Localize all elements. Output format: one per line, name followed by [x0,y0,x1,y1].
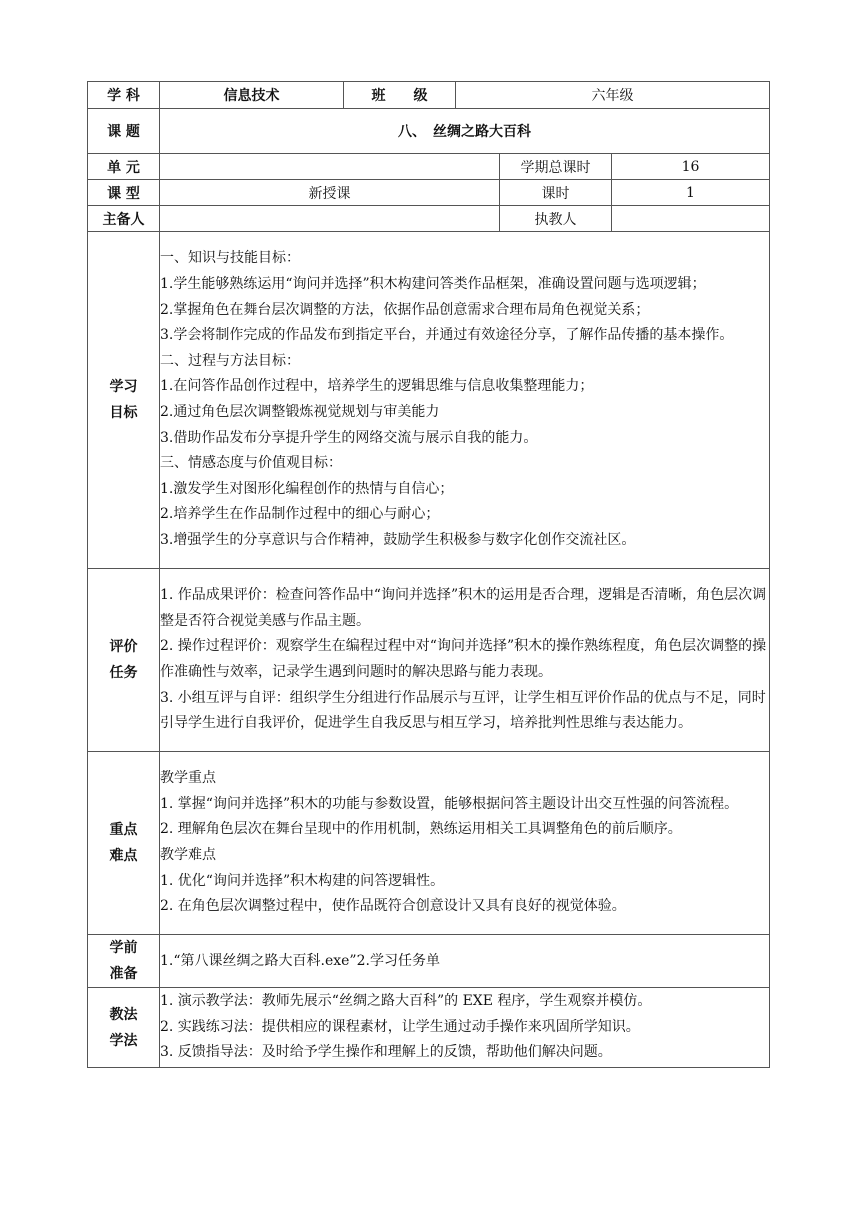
preparation-label-line1: 学前 [109,940,138,956]
evaluation-label [88,569,160,752]
objectives-content [160,232,770,569]
row-preparation [88,935,770,988]
total-hours-value: 16 [612,154,770,180]
subject-label: 学 科 [88,82,160,109]
key-points-line: 2. 在角色层次调整过程中，使作品既符合创意设计又具有良好的视觉体验。 [160,898,626,915]
unit-label: 单 元 [88,154,160,180]
objectives-line: 3.借助作品发布分享提升学生的网络交流与展示自我的能力。 [160,429,538,446]
objectives-line: 2.通过角色层次调整锻炼视觉规划与审美能力 [160,404,440,420]
preparation-label [88,935,160,988]
objectives-label [88,232,160,569]
evaluation-label-line1: 评价 [109,639,138,655]
lesson-plan-table [87,81,770,1068]
preparer-label: 主备人 [88,206,160,232]
key-points-label-line1: 重点 [109,822,138,838]
key-points-line: 1. 掌握“询问并选择”积木的功能与参数设置，能够根据问答主题设计出交互性强的问答流程。 [160,795,739,812]
methods-content [160,988,770,1068]
topic-label: 课 题 [88,109,160,154]
row-subject [88,82,770,109]
preparation-content [160,935,770,988]
methods-line: 3. 反馈指导法：及时给予学生操作和理解上的反馈，帮助他们解决问题。 [160,1044,612,1061]
teacher-value [612,206,770,232]
key-points-line: 教学难点 [160,847,216,863]
hours-label: 课时 [500,180,612,206]
key-points-label [88,752,160,935]
hours-value: 1 [612,180,770,206]
key-points-label-line2: 难点 [109,848,138,864]
methods-label-line2: 学法 [109,1032,138,1049]
objectives-label-line1: 学习 [109,379,138,395]
key-points-line: 1. 优化“询问并选择”积木构建的问答逻辑性。 [160,872,445,889]
objectives-line: 1.激发学生对图形化编程创作的热情与自信心； [160,480,454,497]
unit-value [160,154,500,180]
subject-value: 信息技术 [160,82,344,109]
row-key-points [88,752,770,935]
row-evaluation [88,569,770,752]
class-value: 六年级 [456,82,770,109]
key-points-line: 教学重点 [160,770,216,787]
objectives-label-line2: 目标 [109,405,138,421]
type-value: 新授课 [160,180,500,206]
objectives-line: 1.学生能够熟练运用“询问并选择”积木构建问答类作品框架，准确设置问题与选项逻辑； [160,276,706,293]
methods-line: 1. 演示教学法：教师先展示“丝绸之路大百科”的 EXE 程序，学生观察并模仿。 [160,993,652,1010]
objectives-line: 二、过程与方法目标： [160,352,300,369]
row-preparer [88,206,770,232]
teacher-label: 执教人 [500,206,612,232]
methods-label-line1: 教法 [109,1006,138,1023]
preparation-label-line2: 准备 [109,966,138,982]
evaluation-line: 2. 操作过程评价：观察学生在编程过程中对“询问并选择”积木的操作熟练程度，角色层次调整的操作准确性与效率，记录学生遇到问题时的解决思路与能力表现。 [160,638,767,680]
row-objectives [88,232,770,569]
type-label: 课 型 [88,180,160,206]
preparer-value [160,206,500,232]
objectives-line: 2.掌握角色在舞台层次调整的方法，依据作品创意需求合理布局角色视觉关系； [160,301,650,318]
total-hours-label: 学期总课时 [500,154,612,180]
key-points-line: 2. 理解角色层次在舞台呈现中的作用机制，熟练运用相关工具调整角色的前后顺序。 [160,821,682,838]
preparation-text: 1.“第八课丝绸之路大百科.exe”2.学习任务单 [160,953,440,970]
topic-value: 八、 丝绸之路大百科 [160,109,770,154]
objectives-line: 2.培养学生在作品制作过程中的细心与耐心； [160,506,440,523]
objectives-line: 三、情感态度与价值观目标： [160,455,342,472]
objectives-line: 3.学会将制作完成的作品发布到指定平台，并通过有效途径分享，了解作品传播的基本操作。 [160,327,734,344]
evaluation-line: 3. 小组互评与自评：组织学生分组进行作品展示与互评，让学生相互评价作品的优点与不足，同时引导学生进行自我评价，促进学生自我反思与相互学习，培养批判性思维与表达能力。 [160,689,766,732]
row-unit [88,154,770,180]
key-points-content [160,752,770,935]
objectives-line: 一、知识与技能目标： [160,250,300,267]
class-label: 班 级 [344,82,456,109]
objectives-line: 1.在问答作品创作过程中，培养学生的逻辑思维与信息收集整理能力； [160,378,594,395]
objectives-line: 3.增强学生的分享意识与合作精神，鼓励学生积极参与数字化创作交流社区。 [160,531,636,548]
methods-line: 2. 实践练习法：提供相应的课程素材，让学生通过动手操作来巩固所学知识。 [160,1018,640,1035]
methods-label [88,988,160,1068]
evaluation-line: 1. 作品成果评价：检查问答作品中“询问并选择”积木的运用是否合理，逻辑是否清晰，角色层次调整是否符合视觉美感与作品主题。 [160,587,767,629]
evaluation-label-line2: 任务 [109,665,138,681]
row-topic [88,109,770,154]
row-methods [88,988,770,1068]
evaluation-content [160,569,770,752]
row-type [88,180,770,206]
